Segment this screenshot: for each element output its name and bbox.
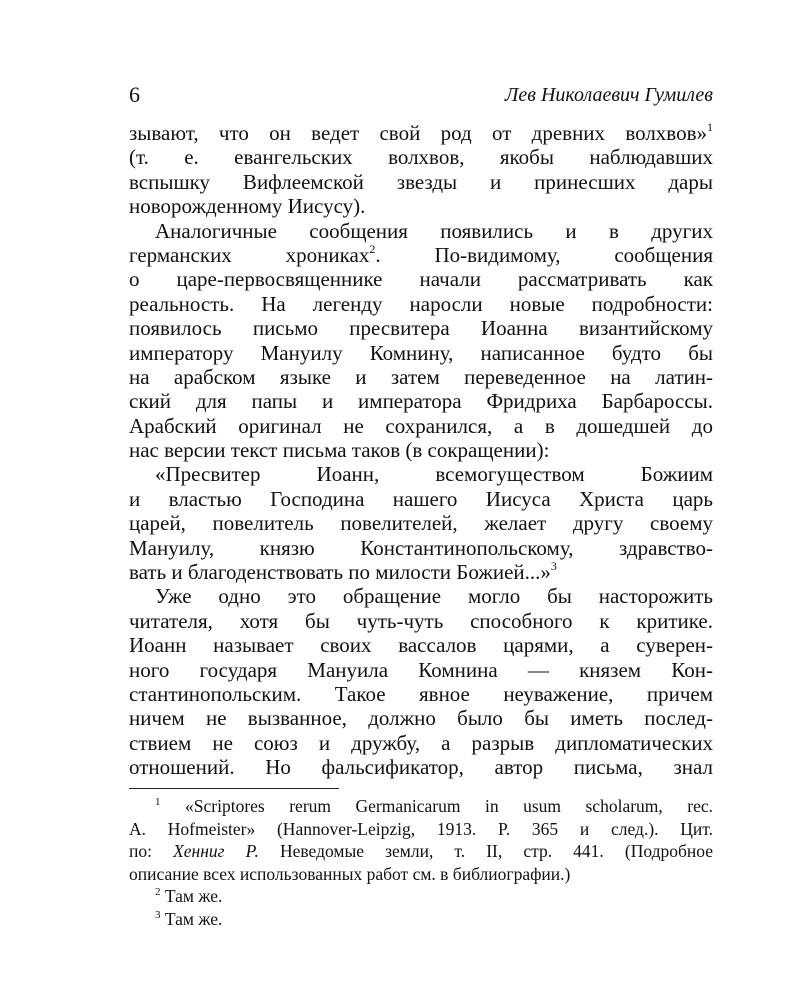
text-line: читателя, хотя бы чуть-чуть способного к критике.: [129, 608, 713, 633]
text-line: ничем не вызванное, должно было бы иметь послед-: [129, 706, 713, 731]
text-line: «Пресвитер Иоанн, всемогуществом Божиим: [155, 462, 713, 487]
text-line: о царе-первосвященнике начали рассматривать как: [129, 267, 713, 292]
text-line: на арабском языке и затем переведенное на латин-: [129, 364, 713, 389]
text-line: зывают, что он ведет свой род от древних волхвов»$^1$: [129, 120, 713, 145]
text-line: царей, повелитель повелителей, желает другу своему: [129, 511, 713, 536]
text-line: отношений. Но фальсификатор, автор письма, знал: [129, 755, 713, 780]
text-line: Аналогичные сообщения появились и в других: [155, 218, 713, 243]
footnote-1-line: $^1$ «Scriptores rerum Germanicarum in usum scholarum, rec.: [155, 796, 714, 816]
text-line: и властью Господина нашего Иисуса Христа царь: [129, 486, 713, 511]
footnote-ref-1: 1: [707, 120, 713, 134]
footnote-ref-2: 2: [369, 241, 376, 256]
text-line: появилось письмо пресвитера Иоанна византийскому: [129, 316, 713, 341]
text-line: ного государя Мануила Комнина — князем Кон-: [129, 657, 713, 682]
main-text: [129, 121, 713, 780]
text-line: реальность. На легенду наросли новые подробности:: [129, 291, 713, 316]
text-line: вспышку Вифлеемской звезды и принесших дары: [129, 169, 713, 194]
running-title: Лев Николаевич Гумилев: [504, 84, 713, 106]
footnote-3: $^3$ Там же.: [155, 908, 223, 929]
text-line: императору Мануилу Комнину, написанное будто бы: [129, 340, 713, 365]
text-line: Иоанн называет своих вассалов царями, а суверен-: [129, 633, 713, 658]
text-line: германских хрониках$^2$. По-видимому, сообщения: [129, 241, 713, 267]
text-line: Уже одно это обращение могло бы насторожить: [155, 584, 713, 609]
footnote-author: Хенниг Р.: [173, 841, 259, 861]
text-line: новорожденному Иисусу).: [129, 194, 366, 219]
text-line: нас версии текст письма таков (в сокращении):: [129, 438, 550, 463]
text-line: (т. е. евангельских волхвов, якобы наблюдавших: [129, 145, 713, 170]
footnote-1-line: по: Хенниг Р. Неведомые земли, т. II, стр. 441. (Подробное: [129, 841, 714, 861]
text-line: стантинопольским. Такое явное неуважение, причем: [129, 681, 713, 706]
footnote-divider: [129, 788, 339, 789]
text-line: Арабский оригинал не сохранился, а в дошедшей до: [129, 413, 713, 438]
footnote-1-line: описание всех использованных работ см. в библиографии.): [129, 863, 571, 884]
text-line: ствием не союз и дружбу, а разрыв дипломатических: [129, 730, 713, 755]
text-line: ский для папы и императора Фридриха Барбароссы.: [129, 389, 713, 414]
footnotes: [129, 795, 713, 930]
footnote-1-line: A. Hofmeister» (Hannover-Leipzig, 1913. P. 365 и след.). Цит.: [129, 818, 713, 839]
text-line: вать и благоденствовать по милости Божией...»$^3$: [129, 559, 557, 585]
text-line: Мануилу, князю Константинопольскому, здравство-: [129, 535, 713, 560]
page-header: [129, 82, 713, 112]
footnote-2: $^2$ Там же.: [155, 886, 223, 906]
page-number: 6: [129, 82, 140, 107]
footnote-ref-3: 3: [550, 559, 557, 574]
